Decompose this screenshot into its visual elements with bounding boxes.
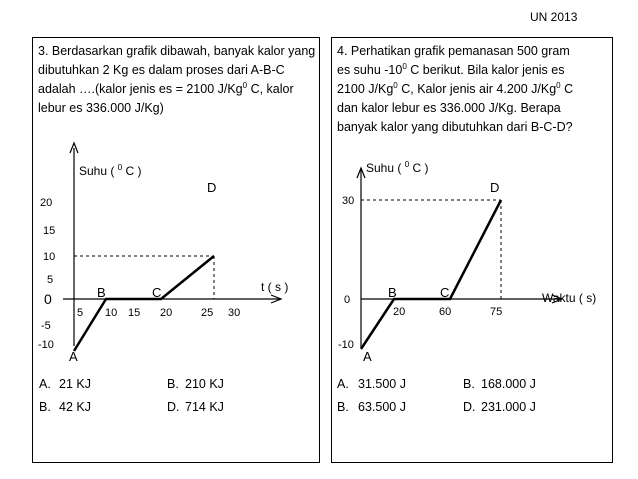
x-axis-label: t ( s ) (261, 280, 289, 294)
choice-d: D. 714 KJ (167, 400, 224, 414)
y-tick-label: 5 (47, 274, 54, 286)
heating-curve (74, 256, 214, 351)
x-tick-label: 60 (439, 306, 452, 318)
x-axis-label: Waktu ( s) (542, 291, 597, 305)
q3-text-part: 3. Berdasarkan grafik dibawah, banyak kalor yang dibutuhkan 2 Kg es dalam proses dari A-B-C adalah ….(kalor jenis es = 2100 J/Kg (38, 44, 316, 96)
choice-a: A. 31.500 J (337, 377, 406, 391)
point-label-a: A (363, 349, 372, 364)
question-4-graph (332, 38, 614, 464)
y-tick-label: 10 (43, 251, 56, 263)
choice-d: D. 231.000 J (463, 400, 536, 414)
x-tick-label: 20 (393, 306, 406, 318)
point-label-a: A (69, 349, 78, 364)
y-axis-label: Suhu ( $^0$ C ) (366, 160, 429, 175)
y-tick-label: -10 (38, 339, 54, 351)
q4-line: es suhu $-10^0$ C berikut. Bila kalor jenis es (337, 61, 565, 77)
choice-b1: B. 210 KJ (167, 377, 224, 391)
point-label-c: C (152, 285, 162, 300)
point-label-d: D (207, 180, 217, 195)
y-tick-label: 20 (40, 197, 53, 209)
x-tick-label: 15 (128, 307, 141, 319)
question-3-graph (33, 38, 321, 464)
exam-year-label: UN 2013 (530, 10, 578, 24)
x-tick-label: 10 (105, 307, 118, 319)
q4-line: banyak kalor yang dibutuhkan dari B-C-D? (337, 120, 573, 134)
point-label-b: B (388, 285, 397, 300)
y-tick-label: 0 (44, 291, 52, 307)
y-tick-label: -5 (41, 320, 51, 332)
q3-text-part: C, kalor lebur es 336.000 J/Kg) (38, 82, 294, 115)
y-tick-label: -10 (338, 339, 354, 351)
q4-line: 2100 J/Kg$^0$ C, Kalor jenis air 4.200 J/Kg$^0$ C (337, 80, 574, 96)
choice-a: A. 21 KJ (39, 377, 91, 391)
choice-b2: B. 42 KJ (39, 400, 91, 414)
question-3-panel (32, 37, 320, 463)
x-tick-label: 75 (490, 306, 503, 318)
y-tick-label: 0 (344, 294, 351, 306)
point-label-c: C (440, 285, 450, 300)
y-axis-label: Suhu ( $^0$ C ) (79, 163, 142, 178)
x-tick-label: 25 (201, 307, 214, 319)
point-label-d: D (490, 180, 500, 195)
point-label-b: B (97, 285, 106, 300)
choice-b1: B. 168.000 J (463, 377, 536, 391)
y-tick-label: 30 (342, 195, 355, 207)
x-tick-label: 20 (160, 307, 173, 319)
q3-superscript: 0 (242, 80, 248, 90)
q4-line: 4. Perhatikan grafik pemanasan 500 gram (337, 44, 570, 58)
choice-b2: B. 63.500 J (337, 400, 406, 414)
q4-line: dan kalor lebur es 336.000 J/Kg. Berapa (337, 101, 561, 115)
y-tick-label: 15 (43, 225, 56, 237)
x-tick-label: 5 (77, 307, 84, 319)
heating-curve (361, 200, 501, 349)
question-4-panel (331, 37, 613, 463)
x-tick-label: 30 (228, 307, 241, 319)
